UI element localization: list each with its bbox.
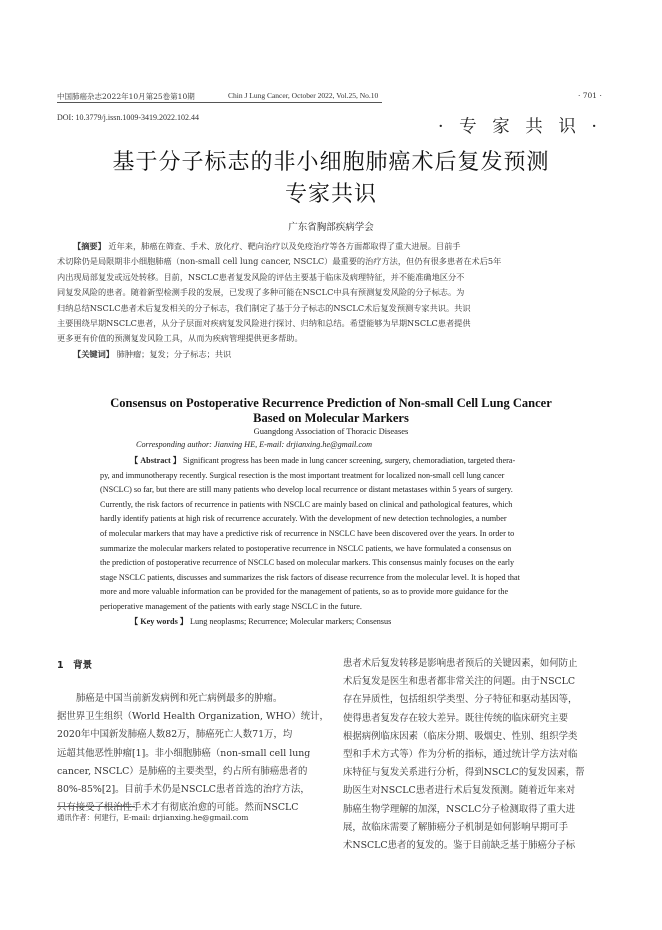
abstract-cn-line: 内出现局部复发或远处转移。目前，NSCLC患者复发风险的评估主要基于临床及病理特征，并不能准确地区分不 bbox=[57, 271, 465, 282]
corresponding-author: Corresponding author: Jianxing HE, E-mail: drjianxing.he@gmail.com bbox=[136, 440, 372, 449]
left-column bbox=[57, 690, 329, 817]
abstract-en-label: 【 Abstract 】 bbox=[130, 456, 181, 465]
body-line: 助医生对NSCLC患者进行术后复发预测。随着近年来对 bbox=[343, 785, 576, 797]
abstract-en-line: more and more valuable information can be provided for the management of patients, so as to provide more guidance for the bbox=[100, 587, 509, 597]
body-line: 只有接受了根治性手术才有彻底治愈的可能。然而NSCLC bbox=[57, 802, 299, 814]
body-line: 术NSCLC患者的复发的。鉴于目前缺乏基于肺癌分子标 bbox=[343, 840, 576, 852]
abstract-en-line: summarize the molecular markers related to postoperative recurrence in NSCLC patients, we have formulated a consensus on bbox=[100, 543, 512, 553]
body-line: 术后复发是医生和患者都非常关注的问题。由于NSCLC bbox=[343, 676, 576, 688]
abstract-en-line: (NSCLC) so far, but there are still many patients who develop local recurrence or distant metastases within 5 years of surgery. bbox=[100, 485, 513, 495]
abstract-en-line: of molecular markers that may have a predictive risk of recurrence in NSCLC have been discovered over the years. In order to bbox=[100, 528, 515, 538]
body-line: 使得患者复发存在较大差异。既往传统的临床研究主要 bbox=[343, 712, 569, 724]
abstract-cn-label: 【摘要】 bbox=[73, 241, 106, 251]
body-line: 根据病例临床因素（临床分期、吸烟史、性别、组织学类 bbox=[343, 730, 578, 742]
body-line: 床特征与复发关系进行分析，得到NSCLC的复发因素，帮 bbox=[343, 767, 585, 779]
body-line: cancer, NSCLC）是肺癌的主要类型，约占所有肺癌患者的 bbox=[57, 765, 308, 777]
keywords-en-label: 【 Key words 】 bbox=[130, 616, 188, 626]
abstract-en-line: hardly identify patients at high risk of recurrence accurately. With the development of new detection technologies, a number bbox=[100, 514, 507, 524]
title-en-line-1: Consensus on Postoperative Recurrence Prediction of Non-small Cell Lung Cancer bbox=[110, 396, 552, 410]
right-column bbox=[343, 655, 607, 855]
abstract-cn-line: 归纳总结NSCLC患者术后复发相关的分子标志，我们制定了基于分子标志的NSCLC术后复发预测专家共识。共识 bbox=[57, 302, 471, 313]
page-number: · 701 · bbox=[578, 91, 602, 100]
section-tag: · 专 家 共 识 · bbox=[438, 117, 602, 137]
body-line: 80%-85%[2]。目前手术仍是NSCLC患者首选的治疗方法， bbox=[57, 784, 310, 796]
title-cn-line-1: 基于分子标志的非小细胞肺癌术后复发预测 bbox=[112, 150, 550, 175]
abstract-en-line: py, and immunotherapy recently. Surgical resection is the most important treatment for localized non-small cell lung cancer bbox=[100, 470, 505, 480]
footnote-rule bbox=[57, 806, 135, 807]
abstract-cn-line: 近年来，肺癌在筛查、手术、放化疗、靶向治疗以及免疫治疗等各方面都取得了重大进展。目前手 bbox=[108, 241, 461, 251]
body-line: 患者术后复发转移是影响患者预后的关键因素，如何防止 bbox=[343, 658, 578, 669]
abstract-en-line: Currently, the risk factors of recurrence in patients with NSCLC are mainly based on clinical and pathological features, which bbox=[100, 499, 513, 509]
body-line: 肺癌是中国当前新发病例和死亡病例最多的肿瘤。 bbox=[76, 693, 283, 704]
footnote: 通讯作者：何建行，E-mail: drjianxing.he@gmail.com bbox=[57, 813, 249, 822]
header-rule bbox=[57, 102, 382, 103]
journal-header-en: Chin J Lung Cancer, October 2022, Vol.25, No.10 bbox=[228, 91, 379, 100]
author-cn: 广东省胸部疾病学会 bbox=[288, 222, 374, 233]
abstract-en-line: perioperative management of the patients with early stage NSCLC in the future. bbox=[100, 601, 362, 611]
abstract-cn-line: 术切除仍是局限期非小细胞肺癌（non-small cell lung cancer, NSCLC）最重要的治疗方法，但仍有很多患者在术后5年 bbox=[57, 256, 502, 267]
body-line: 存在异质性，包括组织学类型、分子特征和驱动基因等， bbox=[343, 694, 578, 706]
keywords-cn: 肺肿瘤；复发；分子标志；共识 bbox=[116, 348, 232, 359]
body-line: 据世界卫生组织（World Health Organization, WHO）统计， bbox=[57, 711, 329, 723]
abstract-en-line: Significant progress has been made in lung cancer screening, surgery, chemoradiation, targeted thera- bbox=[182, 456, 516, 465]
abstract-cn-line: 更多更有价值的预测复发风险工具，从而为疾病管理提供更多帮助。 bbox=[57, 333, 303, 344]
journal-header-cn: 中国肺癌杂志2022年10月第25卷第10期 bbox=[57, 92, 195, 101]
body-line: 型和手术方式等）作为分析的指标，通过统计学方法对临 bbox=[343, 749, 578, 761]
doi: DOI: 10.3779/j.issn.1009-3419.2022.102.44 bbox=[57, 113, 199, 122]
abstract-cn-line: 同复发风险的患者。随着新型检测手段的发展，已发现了多种可能在NSCLC中具有预测复发风险的分子标志。为 bbox=[57, 287, 465, 298]
body-line: 展，故临床需要了解肺癌分子机制是如何影响早期可手 bbox=[343, 821, 569, 833]
body-line: 肺癌生物学理解的加深，NSCLC分子检测取得了重大进 bbox=[343, 803, 576, 815]
abstract-en bbox=[100, 454, 572, 629]
body-line: 远超其他恶性肿瘤[1]。非小细胞肺癌（non-small cell lung bbox=[57, 747, 311, 759]
title-en-line-2: Based on Molecular Markers bbox=[253, 411, 409, 425]
title-cn-line-2: 专家共识 bbox=[284, 182, 377, 207]
abstract-en-line: stage NSCLC patients, discusses and summarizes the risk factors of disease recurrence from the molecular level. It is hoped that bbox=[100, 572, 520, 582]
abstract-cn-line: 主要围绕早期NSCLC患者，从分子层面对疾病复发风险进行探讨、归纳和总结。希望能够为早期NSCLC患者提供 bbox=[57, 318, 471, 329]
body-line: 2020年中国新发肺癌人数82万，肺癌死亡人数71万，均 bbox=[57, 729, 293, 741]
abstract-en-line: the prediction of postoperative recurrence of NSCLC based on molecular markers. This consensus mainly focuses on the early bbox=[100, 558, 515, 568]
section-heading: 1 背景 bbox=[57, 660, 93, 671]
association-en: Guangdong Association of Thoracic Diseases bbox=[253, 426, 409, 436]
keywords-cn-label: 【关键词】 bbox=[73, 348, 114, 359]
abstract-cn bbox=[57, 239, 605, 362]
keywords-en: Lung neoplasms; Recurrence; Molecular markers; Consensus bbox=[190, 616, 392, 626]
